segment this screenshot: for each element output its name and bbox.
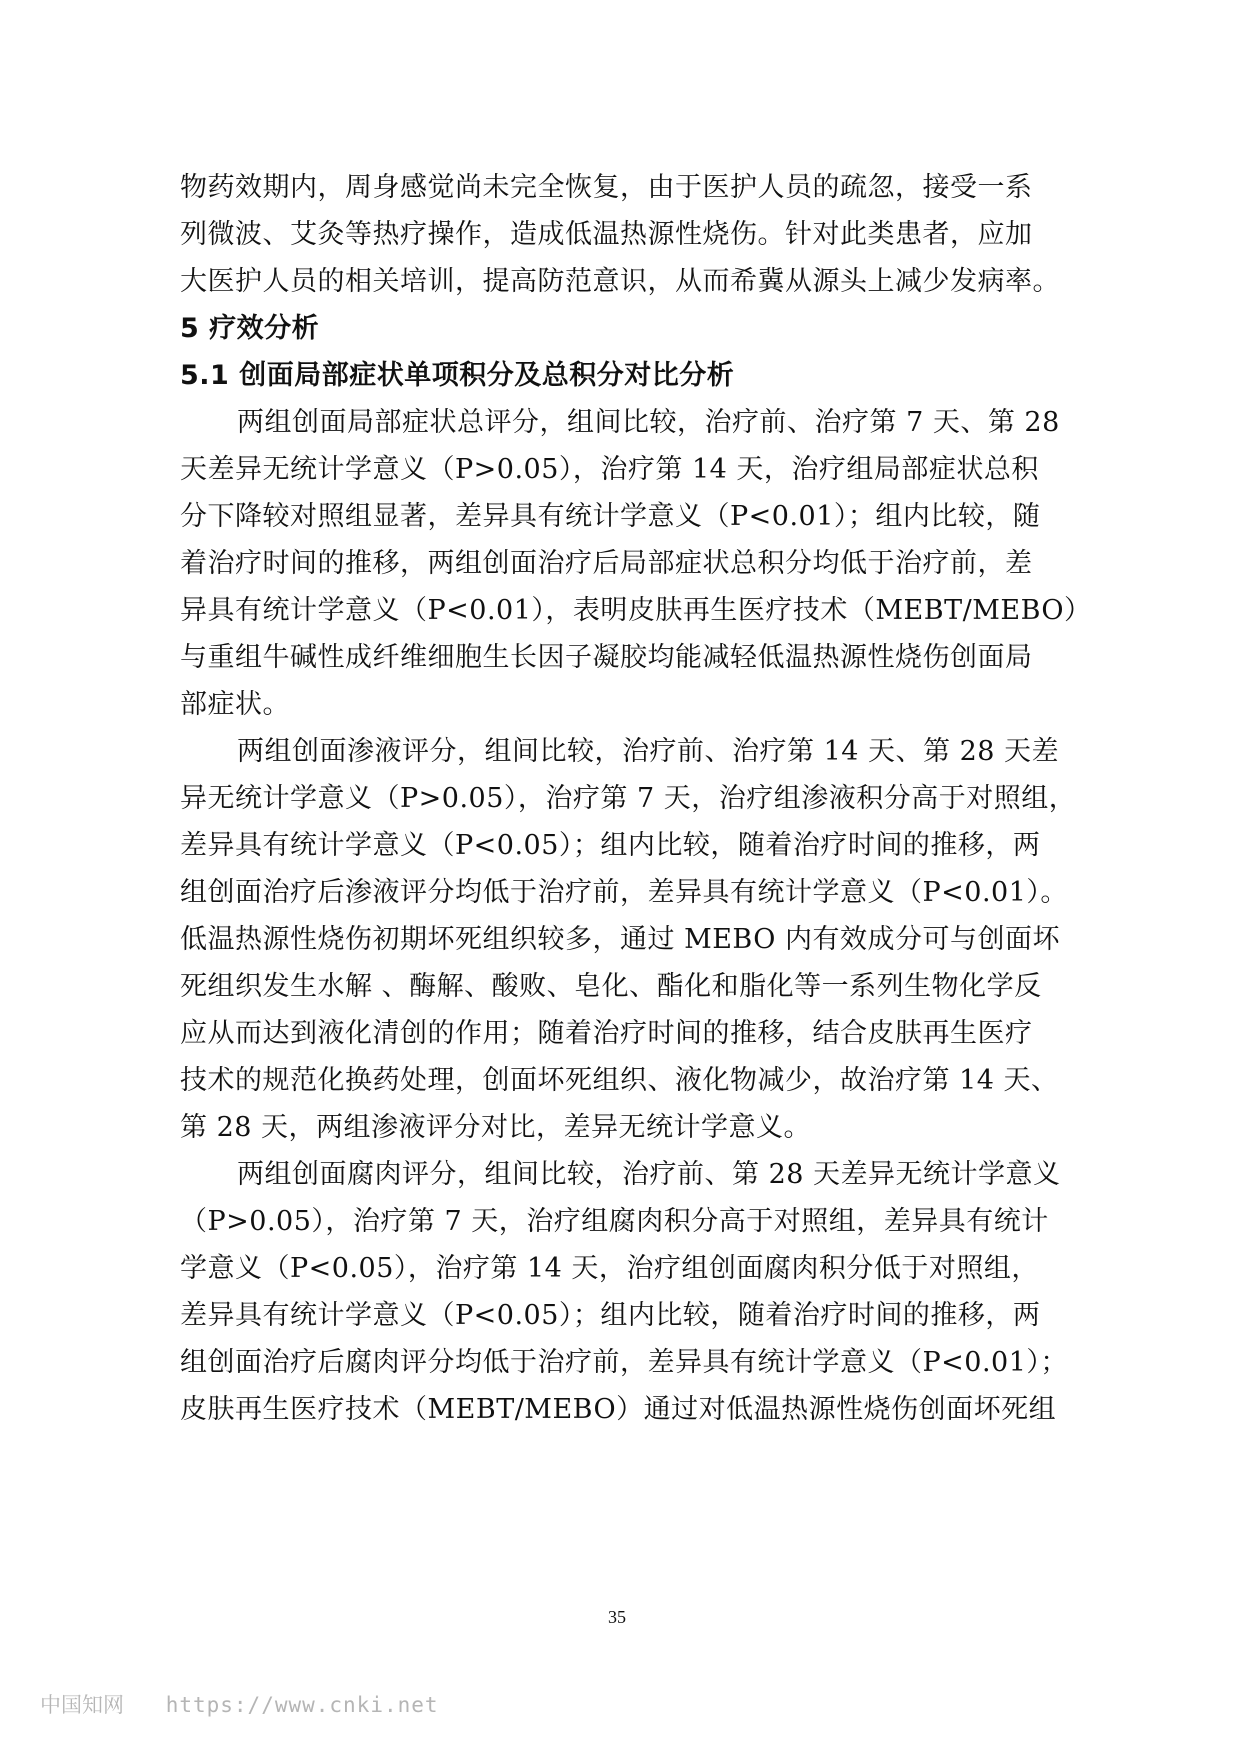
text-line: 差异具有统计学意义（P<0.05）；组内比较，随着治疗时间的推移，两: [180, 1300, 1041, 1331]
text-line: 部症状。: [180, 689, 290, 720]
text-line: 死组织发生水解 、酶解、酸败、皂化、酯化和脂化等一系列生物化学反: [180, 971, 1042, 1002]
text-line: 技术的规范化换药处理，创面坏死组织、液化物减少，故治疗第 14 天、: [180, 1065, 1059, 1096]
text-line: 组创面治疗后腐肉评分均低于治疗前，差异具有统计学意义（P<0.01）；: [180, 1347, 1068, 1378]
text-line: 两组创面渗液评分，组间比较，治疗前、治疗第 14 天、第 28 天差: [237, 736, 1060, 767]
section-heading: 5 疗效分析: [180, 313, 320, 344]
text-line: 与重组牛碱性成纤维细胞生长因子凝胶均能减轻低温热源性烧伤创面局: [180, 642, 1033, 673]
text-line: 异具有统计学意义（P<0.01），表明皮肤再生医疗技术（MEBT/MEBO）: [180, 595, 1092, 626]
subsection-heading: 5.1 创面局部症状单项积分及总积分对比分析: [180, 360, 735, 391]
text-line: 着治疗时间的推移，两组创面治疗后局部症状总积分均低于治疗前，差: [180, 548, 1033, 579]
watermark-url: https://www.cnki.net: [165, 1693, 439, 1717]
page-number: 35: [608, 1607, 626, 1627]
text-line: 应从而达到液化清创的作用；随着治疗时间的推移，结合皮肤再生医疗: [180, 1018, 1033, 1049]
text-line: 异无统计学意义（P>0.05），治疗第 7 天，治疗组渗液积分高于对照组，: [180, 783, 1077, 814]
text-line: 大医护人员的相关培训，提高防范意识，从而希冀从源头上减少发病率。: [180, 266, 1060, 297]
text-line: 差异具有统计学意义（P<0.05）；组内比较，随着治疗时间的推移，两: [180, 830, 1041, 861]
text-line: （P>0.05），治疗第 7 天，治疗组腐肉积分高于对照组，差异具有统计: [180, 1206, 1049, 1237]
text-line: 第 28 天，两组渗液评分对比，差异无统计学意义。: [180, 1112, 812, 1143]
watermark-site-name: 中国知网: [40, 1693, 124, 1717]
text-line: 列微波、艾灸等热疗操作，造成低温热源性烧伤。针对此类患者，应加: [180, 219, 1033, 250]
text-line: 学意义（P<0.05），治疗第 14 天，治疗组创面腐肉积分低于对照组，: [180, 1253, 1039, 1284]
text-line: 两组创面局部症状总评分，组间比较，治疗前、治疗第 7 天、第 28: [237, 407, 1060, 438]
text-line: 组创面治疗后渗液评分均低于治疗前，差异具有统计学意义（P<0.01）。: [180, 877, 1068, 908]
text-line: 两组创面腐肉评分，组间比较，治疗前、第 28 天差异无统计学意义: [237, 1159, 1061, 1190]
text-line: 分下降较对照组显著，差异具有统计学意义（P<0.01）；组内比较，随: [180, 501, 1041, 532]
text-line: 天差异无统计学意义（P>0.05），治疗第 14 天，治疗组局部症状总积: [180, 454, 1039, 485]
text-line: 低温热源性烧伤初期坏死组织较多，通过 MEBO 内有效成分可与创面坏: [180, 924, 1060, 955]
watermark: [40, 1690, 439, 1720]
text-line: 物药效期内，周身感觉尚未完全恢复，由于医护人员的疏忽，接受一系: [180, 172, 1033, 203]
text-line: 皮肤再生医疗技术（MEBT/MEBO）通过对低温热源性烧伤创面坏死组: [180, 1394, 1057, 1425]
